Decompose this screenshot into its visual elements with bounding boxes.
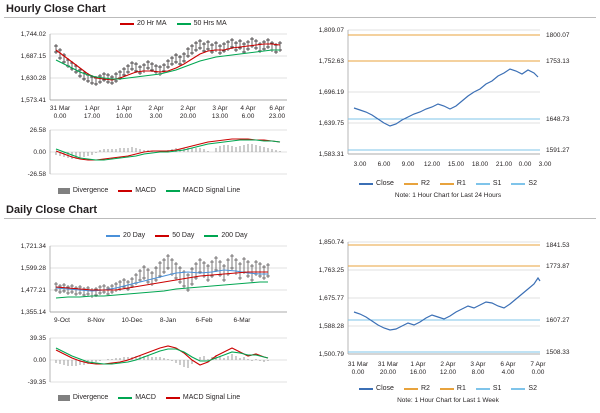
svg-text:1,630.28: 1,630.28 [20, 75, 46, 82]
svg-text:10.00: 10.00 [115, 113, 133, 120]
daily-price-legend [106, 232, 247, 239]
svg-text:2 Apr: 2 Apr [440, 361, 456, 368]
legend-item-s1 [476, 385, 502, 392]
svg-text:1,573.41: 1,573.41 [20, 97, 46, 104]
daily-close-levels-chart [300, 232, 596, 392]
hourly-close-line [354, 69, 538, 126]
daily-section-title: Daily Close Chart [6, 204, 98, 216]
legend-label: 20 Hr MA [137, 20, 167, 27]
line-swatch-icon [404, 388, 418, 390]
svg-text:3.00: 3.00 [538, 161, 552, 168]
svg-text:1 Apr: 1 Apr [410, 361, 426, 368]
legend-item-r2 [404, 180, 430, 187]
legend-item-200day [204, 232, 247, 239]
line-swatch-icon [106, 235, 120, 237]
line-swatch-icon [120, 23, 134, 25]
svg-text:3.00: 3.00 [149, 113, 163, 120]
daily-candlestick-svg [4, 240, 294, 338]
legend-item-r2 [404, 385, 430, 392]
svg-text:6-Feb: 6-Feb [195, 317, 213, 324]
line-swatch-icon [440, 388, 454, 390]
svg-text:31 Mar: 31 Mar [49, 105, 71, 112]
legend-item-s1 [476, 180, 502, 187]
line-swatch-icon [359, 183, 373, 185]
hourly-candlestick-svg [4, 28, 294, 128]
hourly-macd-legend [4, 187, 294, 194]
legend-label: 200 Day [221, 232, 248, 239]
daily-divergence-bars [56, 354, 268, 368]
line-swatch-icon [404, 183, 418, 185]
svg-text:-39.35: -39.35 [27, 379, 46, 386]
svg-text:12.00: 12.00 [439, 369, 457, 376]
svg-text:1591.27: 1591.27 [546, 147, 570, 154]
legend-item-divergence [58, 187, 108, 194]
hourly-note: Note: 1 Hour Chart for Last 24 Hours [394, 192, 502, 199]
svg-text:1,599.28: 1,599.28 [20, 265, 46, 272]
line-swatch-icon [118, 397, 132, 399]
daily-macd-svg [4, 330, 294, 392]
line-swatch-icon [155, 235, 169, 237]
svg-text:4 Apr: 4 Apr [240, 105, 256, 112]
legend-label: 50 Hrs MA [193, 20, 227, 27]
svg-text:0.00: 0.00 [33, 149, 46, 156]
svg-text:26.58: 26.58 [29, 127, 46, 134]
legend-item-r1 [440, 385, 466, 392]
bar-swatch-icon [58, 395, 70, 401]
legend-label: S2 [528, 385, 537, 392]
svg-text:23.00: 23.00 [268, 113, 286, 120]
svg-text:39.35: 39.35 [29, 335, 46, 342]
legend-label: Close [376, 385, 394, 392]
line-swatch-icon [359, 388, 373, 390]
svg-text:1,721.34: 1,721.34 [20, 243, 46, 250]
svg-text:12.00: 12.00 [423, 161, 441, 168]
line-swatch-icon [118, 190, 132, 192]
daily-section-title-wrap [6, 204, 97, 216]
svg-text:8.00: 8.00 [471, 369, 485, 376]
svg-text:1,809.07: 1,809.07 [318, 27, 344, 34]
svg-text:0.00: 0.00 [53, 113, 67, 120]
legend-label: MACD Signal Line [182, 394, 241, 401]
hourly-macd-line [56, 139, 280, 160]
hourly-close-levels-svg [300, 20, 596, 190]
svg-text:31 Mar: 31 Mar [347, 361, 369, 368]
line-swatch-icon [511, 388, 525, 390]
daily-macd-legend [4, 394, 294, 401]
line-swatch-icon [476, 183, 490, 185]
svg-text:3 Apr: 3 Apr [470, 361, 486, 368]
svg-text:1800.07: 1800.07 [546, 32, 570, 39]
svg-text:1773.87: 1773.87 [546, 263, 570, 270]
legend-item-20day [106, 232, 145, 239]
legend-label: Divergence [72, 394, 109, 401]
hourly-section-title-wrap [6, 3, 106, 15]
svg-text:9-Oct: 9-Oct [54, 317, 70, 324]
legend-label: R1 [456, 180, 466, 187]
legend-label: Close [376, 180, 394, 187]
svg-text:1,477.21: 1,477.21 [20, 287, 46, 294]
svg-text:6-Mar: 6-Mar [233, 317, 251, 324]
legend-item-macd [118, 394, 156, 401]
svg-text:8-Jan: 8-Jan [159, 317, 177, 324]
svg-text:1648.73: 1648.73 [546, 116, 570, 123]
line-swatch-icon [204, 235, 218, 237]
svg-text:7 Apr: 7 Apr [530, 361, 546, 368]
daily-close-line [354, 278, 540, 330]
legend-item-divergence [58, 394, 108, 401]
legend-item-macd-signal [166, 394, 240, 401]
legend-item-close [359, 385, 394, 392]
svg-text:1607.27: 1607.27 [546, 317, 570, 324]
svg-text:3 Apr: 3 Apr [212, 105, 228, 112]
legend-item-r1 [440, 180, 466, 187]
svg-text:21.00: 21.00 [495, 161, 513, 168]
line-swatch-icon [177, 23, 191, 25]
legend-label: S1 [492, 385, 502, 392]
svg-text:20.00: 20.00 [379, 369, 397, 376]
svg-text:15.00: 15.00 [447, 161, 465, 168]
legend-label: MACD [135, 394, 156, 401]
legend-item-close [359, 180, 394, 187]
legend-item-50day [155, 232, 194, 239]
bar-swatch-icon [58, 188, 70, 194]
svg-text:31 Mar: 31 Mar [377, 361, 399, 368]
svg-text:17.00: 17.00 [83, 113, 101, 120]
svg-text:0.00: 0.00 [33, 357, 46, 364]
hourly-close-levels-chart [300, 20, 596, 190]
daily-levels-legend [300, 385, 596, 392]
svg-text:13.00: 13.00 [211, 113, 229, 120]
line-swatch-icon [440, 183, 454, 185]
svg-text:1508.33: 1508.33 [546, 349, 570, 356]
svg-text:6 Apr: 6 Apr [269, 105, 285, 112]
svg-text:1753.13: 1753.13 [546, 58, 570, 65]
svg-text:1,687.15: 1,687.15 [20, 53, 46, 60]
svg-text:1,850.74: 1,850.74 [318, 239, 344, 246]
svg-text:6.00: 6.00 [377, 161, 391, 168]
line-swatch-icon [476, 388, 490, 390]
line-swatch-icon [511, 183, 525, 185]
legend-label: MACD [135, 187, 156, 194]
legend-label: S2 [528, 180, 537, 187]
svg-text:1,763.25: 1,763.25 [318, 267, 344, 274]
svg-text:2 Apr: 2 Apr [180, 105, 196, 112]
svg-text:20.00: 20.00 [179, 113, 197, 120]
legend-item-20hrma [120, 20, 167, 27]
legend-label: R2 [420, 180, 430, 187]
daily-note: Note: 1 Hour Chart for Last 1 Week [397, 397, 499, 404]
svg-text:1 Apr: 1 Apr [84, 105, 100, 112]
svg-text:6.00: 6.00 [241, 113, 255, 120]
hourly-section-divider [4, 17, 596, 18]
line-swatch-icon [166, 397, 180, 399]
legend-label: 20 Day [123, 232, 146, 239]
svg-text:2 Apr: 2 Apr [148, 105, 164, 112]
svg-text:0.00: 0.00 [518, 161, 532, 168]
svg-text:1,583.31: 1,583.31 [318, 151, 344, 158]
hourly-levels-legend [300, 180, 596, 187]
svg-text:3.00: 3.00 [353, 161, 367, 168]
legend-label: 50 Day [172, 232, 195, 239]
svg-text:8-Nov: 8-Nov [87, 317, 105, 324]
svg-text:16.00: 16.00 [409, 369, 427, 376]
svg-text:18.00: 18.00 [471, 161, 489, 168]
svg-text:9.00: 9.00 [401, 161, 415, 168]
legend-item-macd [118, 187, 156, 194]
legend-item-s2 [511, 180, 537, 187]
svg-text:0.00: 0.00 [351, 369, 365, 376]
hourly-price-legend [120, 20, 227, 27]
daily-macd-chart [4, 330, 294, 392]
legend-item-50hrsma [177, 20, 227, 27]
svg-text:-26.58: -26.58 [27, 171, 46, 178]
svg-text:0.00: 0.00 [531, 369, 545, 376]
line-swatch-icon [166, 190, 180, 192]
hourly-macd-chart [4, 122, 294, 184]
hourly-section-title: Hourly Close Chart [6, 3, 106, 15]
svg-text:1,500.79: 1,500.79 [318, 351, 344, 358]
legend-label: Divergence [72, 187, 109, 194]
svg-text:1,675.77: 1,675.77 [318, 295, 344, 302]
svg-text:1,588.28: 1,588.28 [318, 323, 344, 330]
svg-text:1,752.63: 1,752.63 [318, 58, 344, 65]
svg-text:1,355.14: 1,355.14 [20, 309, 46, 316]
daily-close-levels-svg [300, 232, 596, 392]
svg-text:10-Dec: 10-Dec [121, 317, 143, 324]
svg-text:6 Apr: 6 Apr [500, 361, 516, 368]
svg-text:1 Apr: 1 Apr [116, 105, 132, 112]
daily-section-divider [4, 218, 596, 219]
legend-item-s2 [511, 385, 537, 392]
svg-text:1,744.02: 1,744.02 [20, 31, 46, 38]
svg-text:1,696.19: 1,696.19 [318, 89, 344, 96]
legend-label: S1 [492, 180, 502, 187]
hourly-macd-svg [4, 122, 294, 184]
daily-candlestick-chart [4, 240, 294, 338]
svg-text:1,639.75: 1,639.75 [318, 120, 344, 127]
legend-item-macd-signal [166, 187, 240, 194]
svg-text:1841.53: 1841.53 [546, 242, 570, 249]
legend-label: MACD Signal Line [182, 187, 241, 194]
legend-label: R1 [456, 385, 466, 392]
svg-text:4.00: 4.00 [501, 369, 515, 376]
hourly-candlestick-chart [4, 28, 294, 128]
legend-label: R2 [420, 385, 430, 392]
